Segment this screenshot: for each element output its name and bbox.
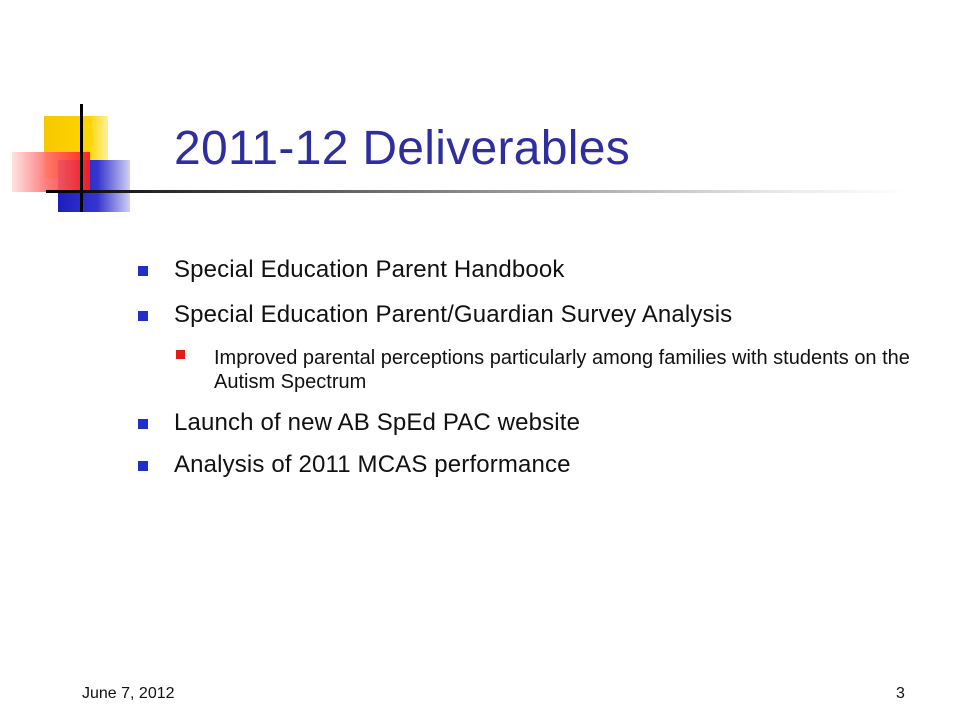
title-underline xyxy=(46,190,910,193)
bullet-item: Special Education Parent/Guardian Survey Analysis xyxy=(174,301,733,328)
bullet-square-icon xyxy=(138,419,148,429)
footer-date: June 7, 2012 xyxy=(82,685,175,702)
sub-bullet-item: Improved parental perceptions particularly among families with students on the Autism Spectrum xyxy=(214,347,910,393)
logo-vertical-line xyxy=(80,104,83,212)
bullet-item: Special Education Parent Handbook xyxy=(174,256,565,283)
bullet-item: Analysis of 2011 MCAS performance xyxy=(174,451,571,478)
bullet-square-icon xyxy=(138,461,148,471)
page-number: 3 xyxy=(896,685,905,702)
sub-bullet-square-icon xyxy=(176,350,185,359)
logo-red-square xyxy=(12,152,90,192)
bullet-square-icon xyxy=(138,266,148,276)
bullet-item: Launch of new AB SpEd PAC website xyxy=(174,409,581,436)
slide-title: 2011-12 Deliverables xyxy=(174,122,631,175)
bullet-square-icon xyxy=(138,311,148,321)
